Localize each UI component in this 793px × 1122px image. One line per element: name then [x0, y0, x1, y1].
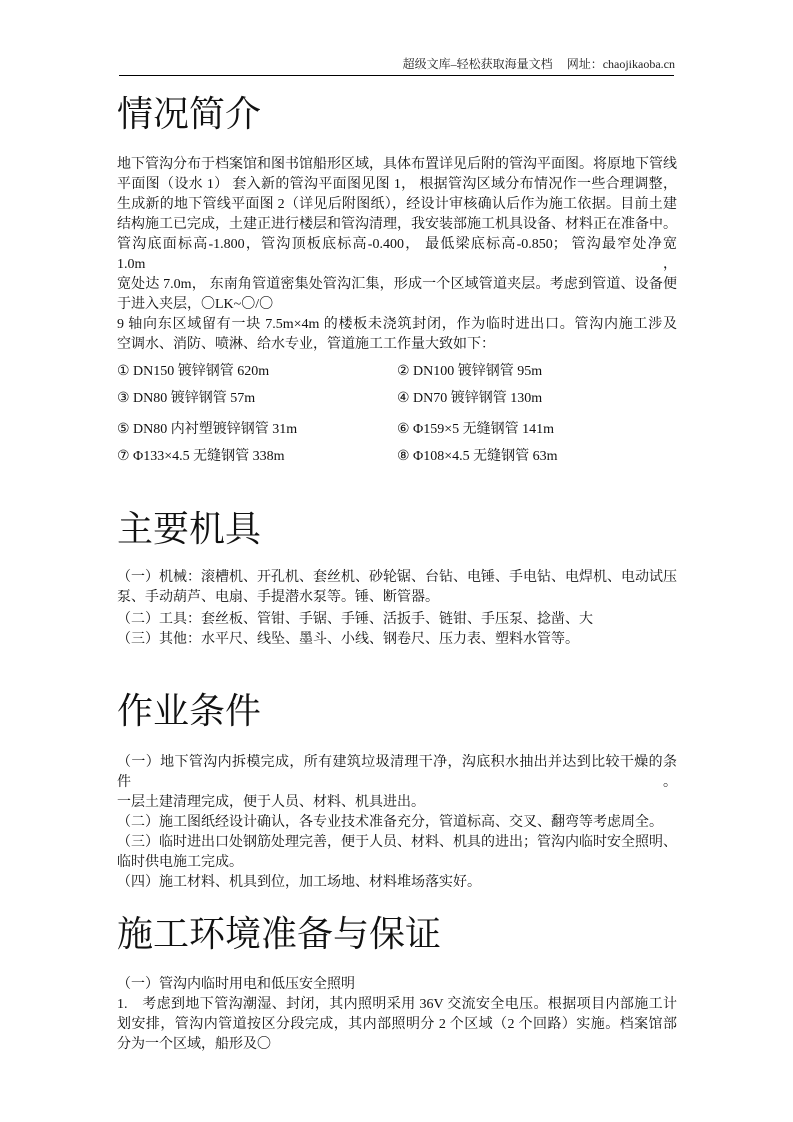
page-header: [389, 57, 675, 71]
paragraph-line: （三）临时进出口处钢筋处理完善，便于人员、材料、机具的进出；管沟内临时安全照明、: [117, 835, 677, 850]
pipe-item: ⑦ Φ133×4.5 无缝钢管 338m: [117, 449, 285, 464]
paragraph-line: （四）施工材料、机具到位，加工场地、材料堆场落实好。: [117, 875, 481, 890]
paragraph-line: （三）其他：水平尺、线坠、墨斗、小线、钢卷尺、压力表、塑料水管等。: [117, 632, 579, 647]
section-title: 作业条件: [117, 691, 262, 732]
paragraph-line: （二）施工图纸经设计确认，各专业技术准备充分，管道标高、交叉、翻弯等考虑周全。: [117, 815, 663, 830]
section-title: 情况简介: [117, 94, 262, 135]
paragraph-line: （一）管沟内临时用电和低压安全照明: [117, 977, 355, 992]
paragraph-line: 管沟底面标高-1.800，管沟顶板底标高-0.400， 最低梁底标高-0.850； 管沟最窄处净宽 1.0m，: [117, 237, 677, 272]
header-url: 网址：chaojikaoba.cn: [566, 57, 675, 71]
pipe-row: [117, 420, 677, 440]
paragraph-line: 空调水、消防、喷淋、给水专业，管道施工工作量大致如下：: [117, 337, 495, 352]
pipe-item: ③ DN80 镀锌钢管 57m: [117, 391, 256, 406]
paragraph-line: （一）机械：滚槽机、开孔机、套丝机、砂轮锯、台钻、电锤、手电钻、电焊机、电动试压: [117, 570, 677, 585]
paragraph-line: 泵、手动葫芦、电扇、手提潜水泵等。锤、断管器。: [117, 590, 439, 605]
paragraph-line: 9 轴向东区域留有一块 7.5m×4m 的楼板未浇筑封闭，作为临时进出口。管沟内施工涉及: [117, 317, 677, 332]
paragraph-line: 划安排，管沟内管道按区分段完成，其内部照明分 2 个区域（2 个回路）实施。档案馆部: [117, 1017, 677, 1032]
paragraph-line: 一层土建清理完成，便于人员、材料、机具进出。: [117, 795, 425, 810]
document-body: [117, 95, 677, 1055]
header-site: 超级文库–轻松获取海量文档: [402, 57, 553, 71]
paragraph-line: 于进入夹层，〇LK~〇/〇: [117, 297, 274, 312]
pipe-row: [117, 389, 677, 409]
section-title: 主要机具: [117, 509, 262, 550]
pipe-item: ② DN100 镀锌钢管 95m: [397, 364, 543, 379]
pipe-item: ⑧ Φ108×4.5 无缝钢管 63m: [397, 449, 558, 464]
paragraph-line: 平面图（设水 1） 套入新的管沟平面图见图 1， 根据管沟区域分布情况作一些合理调整，: [117, 177, 677, 192]
pipe-item: ① DN150 镀锌钢管 620m: [117, 364, 270, 379]
paragraph-line: （二）工具：套丝板、管钳、手锯、手锤、活扳手、链钳、手压泵、捻凿、大: [117, 612, 593, 627]
pipe-item: ⑥ Φ159×5 无缝钢管 141m: [397, 422, 555, 437]
header-rule: [119, 75, 674, 76]
pipe-row: [117, 447, 677, 467]
paragraph-line: 地下管沟分布于档案馆和图书馆船形区域，具体布置详见后附的管沟平面图。将原地下管线: [117, 157, 677, 172]
pipe-item: ⑤ DN80 内衬塑镀锌钢管 31m: [117, 422, 298, 437]
section-title: 施工环境准备与保证: [117, 914, 442, 955]
paragraph-line: （一）地下管沟内拆模完成，所有建筑垃圾清理干净，沟底积水抽出并达到比较干燥的条件。: [117, 755, 677, 790]
paragraph-line: 1. 考虑到地下管沟潮湿、封闭，其内照明采用 36V 交流安全电压。根据项目内部施工计: [117, 997, 677, 1012]
pipe-row: [117, 362, 677, 382]
paragraph-line: 生成新的地下管线平面图 2（详见后附图纸），经设计审核确认后作为施工依据。目前土建: [117, 197, 677, 212]
paragraph-line: 结构施工已完成，土建正进行楼层和管沟清理，我安装部施工机具设备、材料正在准备中。: [117, 217, 677, 232]
paragraph-line: 分为一个区域，船形及〇: [117, 1037, 271, 1052]
paragraph-line: 宽处达 7.0m， 东南角管道密集处管沟汇集，形成一个区域管道夹层。考虑到管道、设备便: [117, 277, 677, 292]
pipe-item: ④ DN70 镀锌钢管 130m: [397, 391, 543, 406]
paragraph-line: 临时供电施工完成。: [117, 855, 243, 870]
